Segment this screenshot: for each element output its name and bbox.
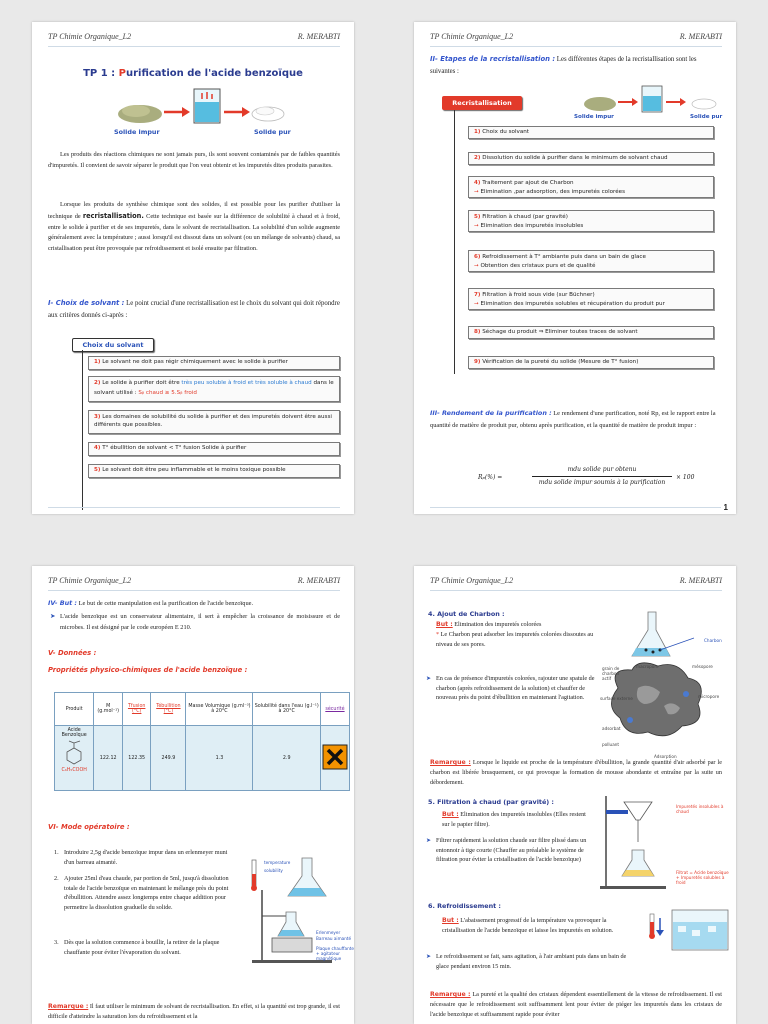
criterion-5: 5) Le solvant doit être peu inflammable et le moins toxique possible	[88, 464, 340, 478]
step-4: 4) Traitement par ajout de Charbon ➞ Elimination ,par adsorption, des impuretés colorées	[468, 176, 714, 198]
step-9: 9) Vérification de la pureté du solide (Mesure de T° fusion)	[468, 356, 714, 369]
step-8: 8) Séchage du produit ⇒ Eliminer toutes traces de solvant	[468, 326, 714, 339]
step-6: 6) Refroidissement à T° ambiante puis dans un bain de glace ➞ Obtention des cristaux purs et de qualité	[468, 250, 714, 272]
but-charbon: But : Elimination des impuretés colorées	[436, 621, 542, 628]
ice-bath-figure	[646, 904, 732, 954]
flow-line	[454, 110, 455, 374]
cell-masse-molaire: 122.12	[94, 726, 123, 791]
section-rendement: III- Rendement de la purification : Le rendement d'une purification, noté Rp, est le rapport entre la quantité de matière de produit pur, obtenu après purification, et la quantité de matière de produit impur :	[430, 409, 716, 429]
page-footer	[48, 507, 340, 508]
page-header	[48, 32, 340, 47]
purification-schema-small	[580, 84, 720, 114]
star-charbon: * Le Charbon peut adsorber les impuretés colorées dissoutes au niveau de ses pores.	[436, 631, 594, 648]
col-solubilite: Solubilité dans l'eau (g.l⁻¹) à 20°C	[253, 693, 320, 726]
document-page-2: TP Chimie Organique_L2 R. MERABTI II- Etapes de la recristallisation : Les différentes étapes de la recristallisation sont les suivantes : Recristallisation Solide impur Solide pur 1) Choix du solvant 2) Dissolution du solide à purifier dans le minimum de solvant chaud 4) Traitement par ajout de Charbon ➞ Elimination ,par adsorption, des impuretés colorées 5) Filtration à chaud (par gravité) ➞ Elimination des impuretés insolubles 6) Refroidissement à T° ambiante puis dans un bain de glace ➞ Obtention des cristaux purs et de qualité 7) Filtration à froid sous vide (sur Büchner) ➞ Elimination des impuretés solubles et récupération du produit pur 8) Séchage du produit ⇒ Eliminer toutes traces de solvant 9) Vérification de la pureté du solide (Mesure de T° fusion) III- Rendement de la purification : Le rendement d'une purification, noté Rp, est le rapport entre la quantité de matière de produit pur, obtenu après purification, et la quantité de matière de produit impur : Rₚ(%) = mdu solide pur obtenu mdu solide impur soumis à la purification × 100 1	[414, 22, 736, 514]
but-filtration: But : Elimination des impuretés insolubles (Elles restent sur le papier filtre).	[442, 811, 586, 828]
cell-produit: Acide Benzoïque C₆H₅COOH	[55, 726, 94, 791]
page-header: TP Chimie Organique_L2 R. MERABTI	[430, 32, 722, 47]
label-solide-pur: Solide pur	[254, 128, 291, 136]
table-row	[55, 726, 350, 791]
procedure-step-1: 1. Introduire 2,5g d'acide benzoïque impur dans un erlenmeyer muni d'un barreau aimanté.	[54, 849, 228, 866]
cell-securite	[320, 726, 349, 791]
col-masse-volumique: Masse Volumique (g.ml⁻³) à 20°C	[186, 693, 253, 726]
page-header: TP Chimie Organique_L2 R. MERABTI	[430, 576, 722, 591]
hot-filtration-figure	[598, 792, 668, 892]
procedure-step-3: 3. Dès que la solution commence à bouillir, la retirer de la plaque chauffante pour éviter l'évaporation du solvant.	[54, 939, 220, 956]
table-header-row	[55, 693, 350, 726]
page-number: 1	[721, 503, 728, 512]
label-solide-impur: Solide impur	[114, 128, 160, 136]
flow-line	[82, 350, 83, 510]
properties-table	[54, 692, 350, 791]
yield-formula: Rₚ(%) = mdu solide pur obtenu mdu solide impur soumis à la purification × 100	[478, 466, 695, 486]
bullet-conservateur: ➤ L'acide benzoïque est un conservateur alimentaire, il sert à empêcher la croissance de moisissure et de microbes. Il est désigné par le code européen E 210.	[50, 613, 340, 631]
bullet-charbon: ➤ En cas de présence d'impuretés colorées, rajouter une spatule de charbon (après refroidissement de la solution) et chauffer de nouveau près du point d'ébullition en maintenant l'agitation.	[426, 675, 595, 702]
section-mode-operatoire: VI- Mode opératoire :	[48, 823, 130, 831]
col-produit: Produit	[55, 693, 94, 726]
benzoic-acid-structure-icon	[60, 740, 88, 766]
step-5: 5) Filtration à chaud (par gravité) ➞ Elimination des impuretés insolubles	[468, 210, 714, 232]
props-title: Propriétés physico-chimiques de l'acide benzoïque :	[48, 666, 248, 674]
document-page-4: TP Chimie Organique_L2 R. MERABTI 4. Ajout de Charbon : But : Elimination des impuretés colorées * Le Charbon peut adsorber les impuretés colorées dissoutes au niveau de ses pores. ➤ En cas de présence d'impuretés colorées, rajouter une spatule de charbon (après refroidissement de la solution) et chauffer de nouveau près du point d'ébullition en maintenant l'agitation. Charbon grain de charbon actif macropore mésopore micropore surface externe adsorbat polluant Adsorption Remarque : Lorsque le liquide est proche de la température d'ébullition, la grande quantité d'air adsorbé par le charbon est libérée brusquement, ce qui provoque la formation de mousse abondante et entraîne par la suite un débordement. 5. Filtration à chaud (par gravité) : But : Elimination des impuretés insolubles (Elles restent sur le papier filtre). ➤ Filtrer rapidement la solution chaude sur filtre plissé dans un entonnoir à tige courte (Chauffer au préalable le système de filtration pour éviter la cristallisation de l'acide benzoïque) Impuretés insolubles à chaud Filtrat = Acide benzoïque + Impuretés solubles à froid 6. Refroidissement : But : L'abaissement progressif de la température va provoquer la cristallisation de l'acide benzoïque et laisse les impuretés en solution. ➤ Le refroidissement se fait, sans agitation, à l'air ambiant puis dans un bain de glace pendant environ 15 min. Remarque : La pureté et la qualité des cristaux dépendent essentiellement de la vitesse de refroidissement. Il est nécessaire que le refroidissement soit suffisamment lent pour éviter de piéger les impuretés dans les cristaux de l'acide benzoïque et suffisamment rapide pour éviter	[414, 566, 736, 1024]
criterion-1: 1) Le solvant ne doit pas régir chimiquement avec le solide à purifier	[88, 356, 340, 370]
criterion-2: 2) Le solide à purifier doit être très peu soluble à froid et très soluble à chaud dans le solvant utilisé : Sᵦ chaud ≥ 5.Sᵦ froid	[88, 376, 340, 402]
criterion-3: 3) Les domaines de solubilité du solide à purifier et des impuretés doivent être aussi différents que possibles.	[88, 410, 340, 434]
cell-tfusion: 122.35	[123, 726, 151, 791]
cell-solubilite: 2.9	[253, 726, 320, 791]
molecular-formula: C₆H₅COOH	[61, 768, 87, 773]
page-title: TP 1 : Purification de l'acide benzoïque	[83, 68, 303, 79]
header-right: R. MERABTI	[297, 32, 340, 41]
procedure-step-2: 2. Ajouter 25ml d'eau chaude, par portion de 5ml, jusqu'à dissolution totale de l'acide benzoïque en maintenant le mélange près du point d'ébullition. Attendre assez longtemps entre chaque addition pour permettre la dissolution graduelle du solide.	[54, 875, 229, 911]
cell-tebullition: 249.9	[151, 726, 186, 791]
harmful-hazard-icon	[322, 744, 348, 770]
recristallisation-head: Recristallisation	[442, 96, 522, 110]
header-left: TP Chimie Organique_L2	[48, 32, 132, 41]
paragraph-intro: Les produits des réactions chimiques ne sont jamais purs, ils sont souvent contaminés par de faibles quantités d'impuretés. Il convient de savoir séparer le produit que l'on veut obtenir et les impuretés dites produits parasites.	[48, 151, 340, 169]
step-heading-charbon: 4. Ajout de Charbon :	[428, 610, 505, 618]
criterion-4: 4) T° ébullition de solvant < T° fusion Solide à purifier	[88, 442, 340, 456]
remark-vitesse-refroidissement: Remarque : La pureté et la qualité des cristaux dépendent essentiellement de la vitesse de refroidissement. Il est nécessaire que le refroidissement soit suffisamment lent pour éviter de piéger les impuretés dans les cristaux de l'acide benzoïque et suffisamment rapide pour éviter	[430, 991, 722, 1018]
step-2: 2) Dissolution du solide à purifier dans le minimum de solvant chaud	[468, 152, 714, 165]
but-refroidissement: But : L'abaissement progressif de la température va provoquer la cristallisation de l'acide benzoïque et laisse les impuretés en solution.	[442, 917, 614, 934]
choix-solvant-head: Choix du solvant	[72, 338, 154, 352]
section-but: IV- But : Le but de cette manipulation est la purification de l'acide benzoïque.	[48, 599, 254, 607]
bullet-filtration: ➤ Filtrer rapidement la solution chaude sur filtre plissé dans un entonnoir à tige courte (Chauffer au préalable le système de filtration pour éviter la cristallisation de l'acide benzoïque)	[426, 837, 587, 864]
step-7: 7) Filtration à froid sous vide (sur Büchner) ➞ Elimination des impuretés solubles et récupération du produit pur	[468, 288, 714, 310]
document-page-1	[32, 22, 354, 514]
remark-mousse: Remarque : Lorsque le liquide est proche de la température d'ébullition, la grande quantité d'air adsorbé par le charbon est libérée brusquement, ce qui provoque la formation de mousse abondante et entraîne par la suite un débordement.	[430, 759, 723, 786]
step-heading-filtration: 5. Filtration à chaud (par gravité) :	[428, 798, 554, 806]
cell-masse-volumique: 1.3	[186, 726, 253, 791]
step-1: 1) Choix du solvant	[468, 126, 714, 139]
col-tebullition: Tébullition (°C)	[151, 693, 186, 726]
charcoal-flask-figure	[598, 608, 728, 758]
purification-schema	[112, 86, 292, 128]
remark-minimum-solvant: Remarque : Il faut utiliser le minimum de solvant de recristallisation. En effet, si la quantité est trop grande, il est difficile d'atteindre la saturation lors du refroidissement et la	[48, 1003, 340, 1020]
section-donnees: V- Données :	[48, 649, 97, 657]
page-footer	[430, 503, 728, 512]
paragraph-recristallisation: Lorsque les produits de synthèse chimique sont des solides, il est possible pour les purifier d'utiliser la technique de recristallisation. Cette technique est basée sur la différence de solubilité à chaud et à froid, entre le solide à purifier et de ses impuretés, dans le solvant de recristallisation. La solubilité d'un solide augmente généralement avec la température ; aussi lorsqu'il est dissout dans un solvant (ou un mélange de solvants) chaud, sa cristallisation peut être provoquée par refroidissement et isolé ensuite par filtration.	[48, 201, 340, 253]
section-choix-solvant: I- Choix de solvant : Le point crucial d'une recristallisation est le choix du solvant qui doit répondre aux critères donnés ci-après :	[48, 299, 340, 319]
section-etapes: II- Etapes de la recristallisation : Les différentes étapes de la recristallisation sont les suivantes :	[430, 55, 697, 75]
col-tfusion: Tfusion (°C)	[123, 693, 151, 726]
bullet-refroidissement: ➤ Le refroidissement se fait, sans agitation, à l'air ambiant puis dans un bain de glace pendant environ 15 min.	[426, 953, 627, 970]
col-masse-molaire: M (g.mol⁻¹)	[94, 693, 123, 726]
col-securite: sécurité	[320, 693, 349, 726]
step-heading-refroidissement: 6. Refroidissement :	[428, 902, 501, 910]
page-header: TP Chimie Organique_L2 R. MERABTI	[48, 576, 340, 591]
document-page-3: TP Chimie Organique_L2 R. MERABTI IV- But : Le but de cette manipulation est la purification de l'acide benzoïque. ➤ L'acide benzoïque est un conservateur alimentaire, il sert à empêcher la croissance de moisissure et de microbes. Il est désigné par le code européen E 210. V- Données : Propriétés physico-chimiques de l'acide benzoïque : Produit M (g.mol⁻¹) Tfusion (°C) Tébullition (°C) Masse Volumique (g.ml⁻³) à 20°C Solubilité dans l'eau (g.l⁻¹) à 20°C sécurité Acide Benzoïque C₆H₅COOH 122.12 122.35 249.9 1.3 2.9 VI- Mode opératoire : 1. Introduire 2,5g d'acide benzoïque impur dans un erlenmeyer muni d'un barreau aimanté. 2. Ajouter 25ml d'eau chaude, par portion de 5ml, jusqu'à dissolution totale de l'acide benzoïque en maintenant le mélange près du point d'ébullition. Attendre assez longtemps entre chaque addition pour permettre la dissolution graduelle du solide. 3. Dès que la solution commence à bouillir, la retirer de la plaque chauffante pour éviter l'évaporation du solvant. temperature solubility Erlenmeyer Barreau aimanté Plaque chauffante + agitateur magnétique Remarque : Il faut utiliser le minimum de solvant de recristallisation. En effet, si la quantité est trop grande, il est difficile d'atteindre la saturation lors du refroidissement et la	[32, 566, 354, 1024]
